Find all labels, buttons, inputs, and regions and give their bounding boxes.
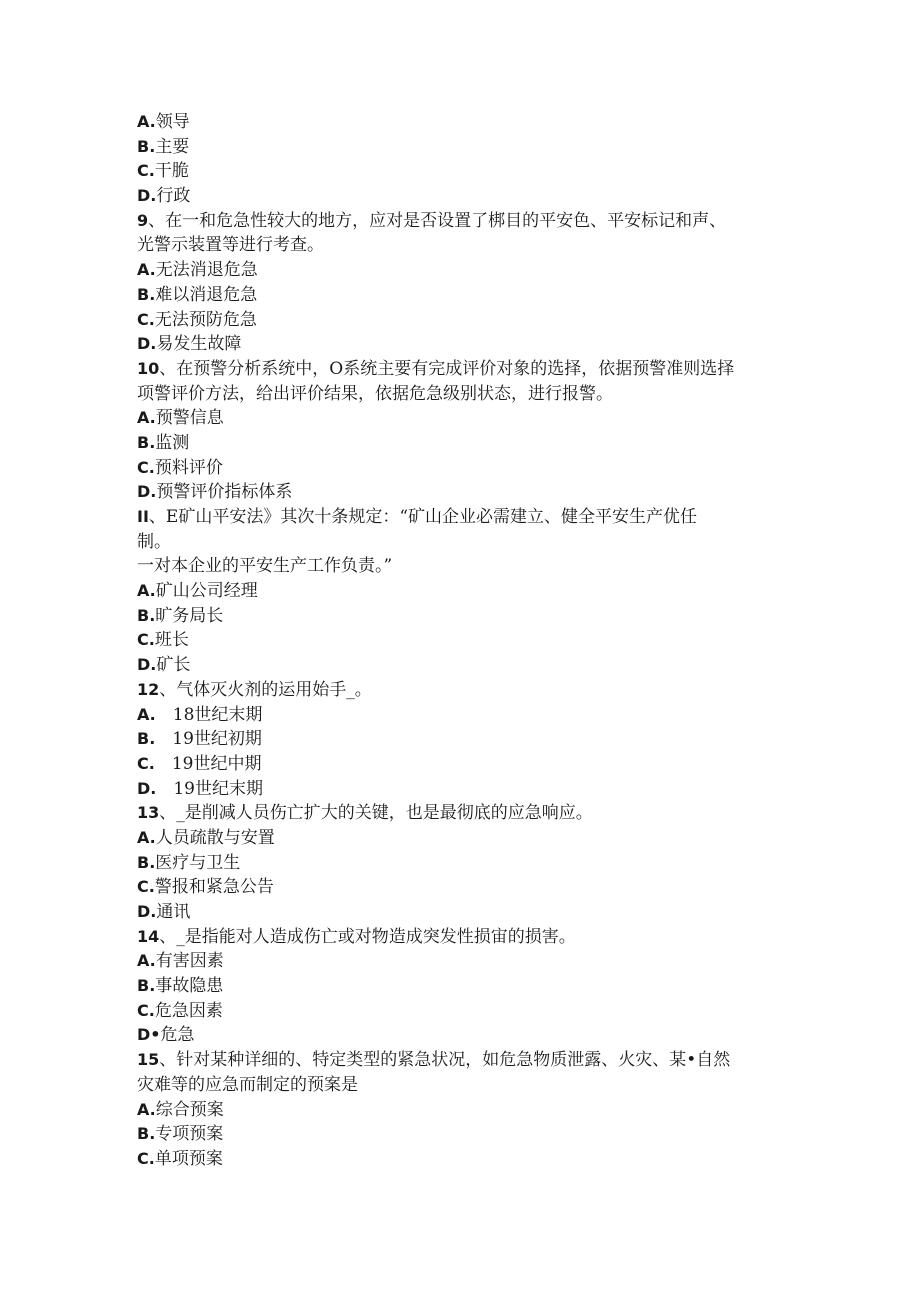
item-marker: A. <box>137 704 156 724</box>
line-text: 无法预防危急 <box>154 309 257 330</box>
text-line <box>137 604 797 629</box>
line-text: 事故隐患 <box>155 976 224 997</box>
item-marker: B. <box>137 852 156 872</box>
line-text: 危急 <box>160 1025 195 1046</box>
text-line <box>137 554 797 579</box>
line-text: 、在预警分析系统中，O系统主要有完成评价对象的选择，依据预警准则选择 <box>159 358 735 379</box>
line-text: 18世纪末期 <box>155 704 263 725</box>
line-text: 预料评价 <box>154 457 223 478</box>
text-line <box>137 382 797 407</box>
item-marker: D. <box>137 902 157 921</box>
text-line <box>137 184 797 209</box>
text-line <box>137 1147 797 1172</box>
line-text: 灾难等的应急而制定的预案是 <box>137 1074 358 1095</box>
item-marker: 10 <box>137 358 160 378</box>
item-marker: A. <box>137 260 156 280</box>
text-line <box>137 505 797 530</box>
line-text: 无法消退危急 <box>155 260 258 281</box>
line-text: 综合预案 <box>155 1099 224 1120</box>
text-line <box>137 752 797 777</box>
item-marker: C. <box>137 309 155 329</box>
line-text: 光警示装置等进行考查。 <box>137 235 324 256</box>
item-marker: C. <box>137 1000 155 1020</box>
line-text: 警报和紧急公告 <box>154 877 274 898</box>
line-text: 班长 <box>154 630 189 651</box>
item-marker: C. <box>137 630 155 650</box>
text-line <box>137 233 797 258</box>
item-marker: 13 <box>137 803 160 823</box>
line-text: 预警评价指标体系 <box>156 482 293 503</box>
item-marker: C. <box>137 753 155 773</box>
line-text: 医疗与卫生 <box>155 852 241 873</box>
item-marker: 14 <box>137 926 160 946</box>
document-body <box>137 110 797 1172</box>
text-line <box>137 678 797 703</box>
text-line <box>137 1098 797 1123</box>
text-line <box>137 159 797 184</box>
text-line <box>137 1073 797 1098</box>
item-marker: C. <box>137 1148 155 1168</box>
item-marker: 12 <box>137 679 160 699</box>
text-line <box>137 480 797 505</box>
line-text: 19世纪中期 <box>154 753 262 774</box>
item-marker: II <box>137 507 149 526</box>
line-text: 矿长 <box>156 655 191 676</box>
text-line <box>137 579 797 604</box>
item-marker: C. <box>137 457 155 477</box>
item-marker: D. <box>137 334 157 354</box>
item-marker: B. <box>137 136 156 156</box>
text-line <box>137 826 797 851</box>
text-line <box>137 110 797 135</box>
text-line <box>137 851 797 876</box>
text-line <box>137 456 797 481</box>
line-text: 、在一和危急性较大的地方，应对是否设置了梆目的平安色、平安标记和声、 <box>148 210 727 231</box>
item-marker: A. <box>137 112 156 131</box>
text-line <box>137 308 797 333</box>
line-text: 监测 <box>155 432 190 453</box>
text-line <box>137 135 797 160</box>
text-line <box>137 406 797 431</box>
item-marker: B. <box>137 729 156 749</box>
text-line <box>137 283 797 308</box>
text-line <box>137 653 797 678</box>
line-text: 项警评价方法，给出评价结果，依据危急级别状态，进行报警。 <box>137 383 613 404</box>
text-line <box>137 777 797 802</box>
line-text: 19世纪末期 <box>156 778 263 799</box>
text-line <box>137 801 797 826</box>
text-line <box>137 974 797 999</box>
line-text: 有害因素 <box>155 951 224 972</box>
item-marker: 9 <box>137 210 149 230</box>
text-line <box>137 727 797 752</box>
line-text: 、针对某种详细的、特定类型的紧急状况，如危急物质泄露、火灾、某•自然 <box>159 1050 731 1071</box>
text-line <box>137 628 797 653</box>
item-marker: D. <box>137 482 157 502</box>
item-marker: 15 <box>137 1050 160 1070</box>
item-marker: B. <box>137 976 156 996</box>
text-line <box>137 1023 797 1048</box>
item-marker: C. <box>137 877 155 897</box>
item-marker: B. <box>137 605 156 625</box>
item-marker: D. <box>137 655 157 675</box>
line-text: 19世纪初期 <box>155 729 262 750</box>
line-text: 专项预案 <box>155 1124 224 1145</box>
item-marker: C. <box>137 161 155 181</box>
item-marker: A. <box>137 827 156 847</box>
item-marker: D. <box>137 778 157 798</box>
line-text: 预警信息 <box>155 408 224 429</box>
text-line <box>137 258 797 283</box>
text-line <box>137 925 797 950</box>
line-text: 旷务局长 <box>155 605 224 626</box>
line-text: 、E矿山平安法》其次十条规定：“矿山企业必需建立、健全平安生产优任 <box>148 507 698 527</box>
line-text: 干脆 <box>154 161 189 182</box>
line-text: 领导 <box>155 112 190 132</box>
item-marker: B. <box>137 1124 156 1144</box>
text-line <box>137 357 797 382</box>
text-line <box>137 431 797 456</box>
item-marker: D. <box>137 186 157 206</box>
line-text: 矿山公司经理 <box>155 581 258 602</box>
line-text: 行政 <box>156 186 191 207</box>
text-line <box>137 530 797 555</box>
line-text: 通讯 <box>156 902 191 922</box>
line-text: 、_是指能对人造成伤亡或对物造成突发性损宙的损害。 <box>159 926 576 947</box>
text-line <box>137 949 797 974</box>
line-text: 人员疏散与安置 <box>155 827 275 848</box>
line-text: 难以消退危急 <box>155 284 258 305</box>
text-line <box>137 875 797 900</box>
line-text: 易发生故障 <box>156 334 242 355</box>
line-text: 、_是削减人员伤亡扩大的关键，也是最彻底的应急响应。 <box>159 803 593 824</box>
line-text: 、气体灭火剂的运用始手_。 <box>159 679 372 700</box>
item-marker: D• <box>137 1025 161 1045</box>
item-marker: B. <box>137 284 156 304</box>
item-marker: A. <box>137 1099 156 1119</box>
text-line <box>137 1048 797 1073</box>
text-line <box>137 999 797 1024</box>
line-text: 单项预案 <box>154 1148 223 1169</box>
line-text: 危急因素 <box>154 1000 223 1021</box>
item-marker: A. <box>137 408 156 428</box>
text-line <box>137 900 797 925</box>
line-text: 主要 <box>155 136 190 157</box>
text-line <box>137 209 797 234</box>
item-marker: A. <box>137 951 156 971</box>
text-line <box>137 1122 797 1147</box>
line-text: 制。 <box>137 531 171 552</box>
text-line <box>137 332 797 357</box>
text-line <box>137 703 797 728</box>
item-marker: A. <box>137 581 156 601</box>
line-text: 一对本企业的平安生产工作负责。” <box>137 556 393 577</box>
item-marker: B. <box>137 432 156 452</box>
